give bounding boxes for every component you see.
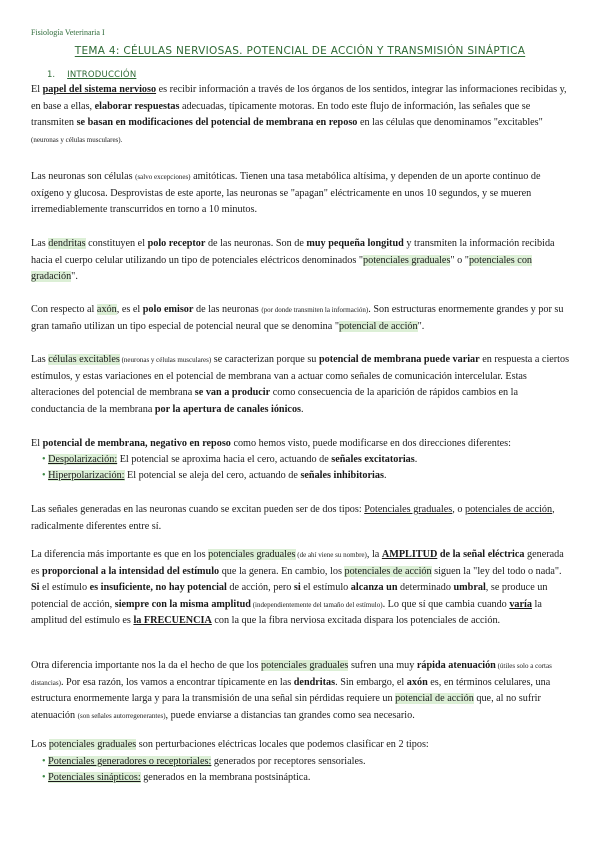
section-heading	[47, 70, 136, 80]
paragraph-axon: Con respecto al axón, es el polo emisor de las neuronas (por donde transmiten la información). Son estructuras enormemente grandes y por su gran tamaño utilizan un tipo especial de potencial neural que se denomina "potencial de acción".	[31, 304, 564, 332]
list-item: • Potenciales generadores o receptoriales: generados por receptores sensoriales.	[42, 756, 366, 767]
list-item: • Potenciales sinápticos: generados en la membrana postsináptica.	[42, 772, 311, 783]
section-label: INTRODUCCIÓN	[67, 70, 137, 80]
list-item: • Hiperpolarización: El potencial se aleja del cero, actuando de señales inhibitorias.	[42, 470, 387, 481]
section-number: 1.	[47, 70, 56, 80]
paragraph-dendrites: Las dendritas constituyen el polo receptor de las neuronas. Son de muy pequeña longitud y transmiten la información recibida hacia el cuerpo celular utilizando un tipo de potenciales eléctricos denominados "potenciales graduales" o "potenciales con gradación".	[31, 238, 555, 282]
paragraph-attenuation: Otra diferencia importante nos la da el hecho de que los potenciales graduales sufren una muy rápida atenuación (útiles solo a cortas distancias). Por esa razón, los vamos a encontrar típicamente en las dendritas. Sin embargo, el axón es, en términos celulares, una estructura enormemente larga y para la transmisión de una señal sin pérdidas requiere un potencial de acción que, al no sufrir atenuación (son señales autorregenerantes), puede enviarse a distancias tan grandes como sea necesario.	[31, 660, 552, 721]
page-title: TEMA 4: CÉLULAS NERVIOSAS. POTENCIAL DE ACCIÓN Y TRANSMISIÓN SINÁPTICA	[74, 45, 526, 57]
paragraph-neurons: Las neuronas son células (salvo excepciones) amitóticas. Tienen una tasa metabólica altísima, y dependen de un aporte continuo de oxígeno y glucosa. Desprovistas de este aporte, las neuronas se "apagan" eléctricamente en unos 10 segundos, y se mueren irremediablemente transcurridos en torno a 10 minutos.	[31, 171, 541, 215]
list-item: • Despolarización: El potencial se aproxima hacia el cero, actuando de señales excitatorias.	[42, 454, 418, 465]
paragraph-signal-types: Las señales generadas en las neuronas cuando se excitan pueden ser de dos tipos: Potenciales graduales, o potenciales de acción, radicalmente diferentes entre sí.	[31, 504, 555, 532]
course-header: Fisiología Veterinaria I	[31, 28, 105, 37]
paragraph-nervous-system: El papel del sistema nervioso es recibir información a través de los órganos de los sentidos, integrar las informaciones recibidas y, en base a ellas, elaborar respuestas adecuadas, típicamente motoras. En todo este flujo de información, las señales que se transmiten se basan en modificaciones del potencial de membrana en reposo en las células que denominamos "excitables" (neuronas y células musculares).	[31, 84, 567, 144]
paragraph-membrane-potential: El potencial de membrana, negativo en reposo como hemos visto, puede modificarse en dos direcciones diferentes:	[31, 438, 511, 449]
paragraph-amplitude: La diferencia más importante es que en los potenciales graduales (de ahí viene su nombre), la AMPLITUD de la señal eléctrica generada es proporcional a la intensidad del estímulo que la genera. En cambio, los potenciales de acción siguen la "ley del todo o nada". Si el estímulo es insuficiente, no hay potencial de acción, pero si el estímulo alcanza un determinado umbral, se produce un potencial de acción, siempre con la misma amplitud (independientemente del tamaño del estímulo). Lo que sí que cambia cuando varía la amplitud del estímulo es la FRECUENCIA con la que la fibra nerviosa excitada dispara los potenciales de acción.	[31, 549, 564, 626]
paragraph-excitable-cells: Las células excitables (neuronas y células musculares) se caracterizan porque su potencial de membrana puede variar en respuesta a ciertos estímulos, y estas variaciones en el potencial de membrana van a actuar como señales de comunicación intercelular. Estas alteraciones del potencial de membrana se van a producir como consecuencia de la aparición de rápidos cambios en la conductancia de la membrana por la apertura de canales iónicos.	[31, 354, 570, 415]
paragraph-graded-types: Los potenciales graduales son perturbaciones eléctricas locales que podemos clasificar en 2 tipos:	[31, 739, 429, 750]
